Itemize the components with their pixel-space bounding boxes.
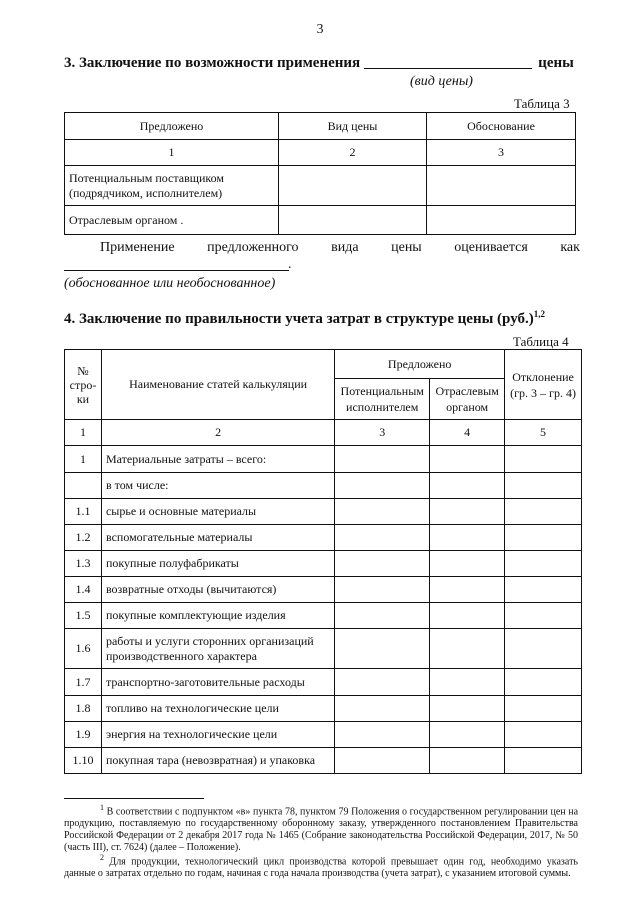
table-row-num: 1.10 [65, 748, 102, 774]
table3-row-industry: Отраслевым органом . [65, 206, 279, 235]
table3-cell [279, 206, 427, 235]
table-row-name: возвратные отходы (вычитаются) [101, 577, 334, 603]
table3-row-supplier: Потенциальным поставщиком (подрядчиком, исполнителем) [65, 166, 279, 206]
table-row-name: транспортно-заготовительные расходы [101, 669, 334, 696]
table3-colnum: 2 [279, 140, 427, 166]
table-row-name: покупная тара (невозвратная) и упаковка [101, 748, 334, 774]
table-row-num: 1.3 [65, 551, 102, 577]
section4-heading [64, 309, 545, 328]
assessment-caption: (обоснованное или необоснованное) [64, 276, 276, 291]
table4-colnum: 5 [505, 420, 582, 446]
assessment-paragraph [100, 240, 580, 256]
footnote-2 [64, 852, 578, 880]
table4-header-deviation: Отклонение (гр. 3 – гр. 4) [505, 350, 582, 420]
footnote-mark: 2 [100, 853, 104, 862]
table3 [64, 112, 576, 235]
footnote-text: Для продукции, технологический цикл производства которой превышает один год, необходимо указать данные о затратах отдельно по годам, начиная с года начала производства (учета затрат), с указанием итоговой суммы. [64, 856, 578, 880]
table4-colnum: 3 [335, 420, 430, 446]
table4-label: Таблица 4 [513, 334, 569, 349]
section3-heading [64, 54, 574, 72]
table-row-num: 1.4 [65, 577, 102, 603]
paragraph-word: оценивается [454, 240, 528, 255]
table-row-num: 1.1 [65, 499, 102, 525]
paragraph-word: цены [391, 240, 422, 255]
table-row-name: покупные комплектующие изделия [101, 603, 334, 629]
table4-colnum: 4 [430, 420, 505, 446]
table3-label: Таблица 3 [514, 96, 570, 111]
table3-header-price-type: Вид цены [279, 113, 427, 140]
table-row-name: топливо на технологические цели [101, 696, 334, 722]
paragraph-word: Применение [100, 240, 175, 255]
paragraph-word: вида [331, 240, 359, 255]
footnote-separator [64, 798, 204, 799]
table3-cell [427, 166, 576, 206]
price-type-blank [364, 54, 532, 69]
section4-title: 4. Заключение по правильности учета затрат в структуре цены (руб.) [64, 311, 534, 327]
footnote-1 [64, 802, 578, 854]
table-row-num: 1.9 [65, 722, 102, 748]
section3-title-end: цены [538, 55, 574, 71]
page-number: 3 [316, 22, 324, 37]
section3-title: 3. Заключение по возможности применения [64, 55, 361, 71]
table-row-name: сырье и основные материалы [101, 499, 334, 525]
table-row-num: 1.6 [65, 629, 102, 669]
table-row-num: 1.5 [65, 603, 102, 629]
table4-colnum: 1 [65, 420, 102, 446]
table3-colnum: 3 [427, 140, 576, 166]
table3-header-justification: Обоснование [427, 113, 576, 140]
table-row-name: в том числе: [101, 473, 334, 499]
table-row-num [65, 473, 102, 499]
table-row-name: энергия на технологические цели [101, 722, 334, 748]
table-row-num: 1.8 [65, 696, 102, 722]
table-row-name: Материальные затраты – всего: [101, 446, 334, 473]
table3-cell [279, 166, 427, 206]
table-row-name: работы и услуги сторонних организаций производственного характера [101, 629, 334, 669]
table-row-num: 1 [65, 446, 102, 473]
footnote-mark: 1 [100, 803, 104, 812]
table-row-name: вспомогательные материалы [101, 525, 334, 551]
price-type-caption: (вид цены) [410, 74, 473, 89]
table4-header-proposed: Предложено [335, 350, 505, 379]
table3-colnum: 1 [65, 140, 279, 166]
assessment-period: . [288, 257, 292, 272]
table4 [64, 349, 582, 774]
table3-header-proposed: Предложено [65, 113, 279, 140]
table3-cell [427, 206, 576, 235]
table-row-name: покупные полуфабрикаты [101, 551, 334, 577]
table4-header-potential: Потенциальным исполнителем [335, 379, 430, 420]
table4-header-industry: Отраслевым органом [430, 379, 505, 420]
assessment-blank [64, 270, 289, 271]
table4-colnum: 2 [101, 420, 334, 446]
footnote-text: В соответствии с подпунктом «в» пункта 78, пунктом 79 Положения о государственном регулировании цен на продукцию, поставляемую по государственному оборонному заказу, утвержденного постановлением Правительства Российской Федерации от 2 декабря 2017 года № 1465 (Собрание законодательства Российской Федерации, 2017, № 50 (часть III), ст. 7624) (далее – Положение). [64, 806, 579, 854]
table4-header-name: Наименование статей калькуляции [101, 350, 334, 420]
paragraph-word: как [560, 240, 580, 255]
table-row-num: 1.7 [65, 669, 102, 696]
footnote-ref: 1,2 [533, 309, 545, 319]
table-row-num: 1.2 [65, 525, 102, 551]
table4-header-num: № стро-ки [65, 350, 102, 420]
paragraph-word: предложенного [207, 240, 299, 255]
